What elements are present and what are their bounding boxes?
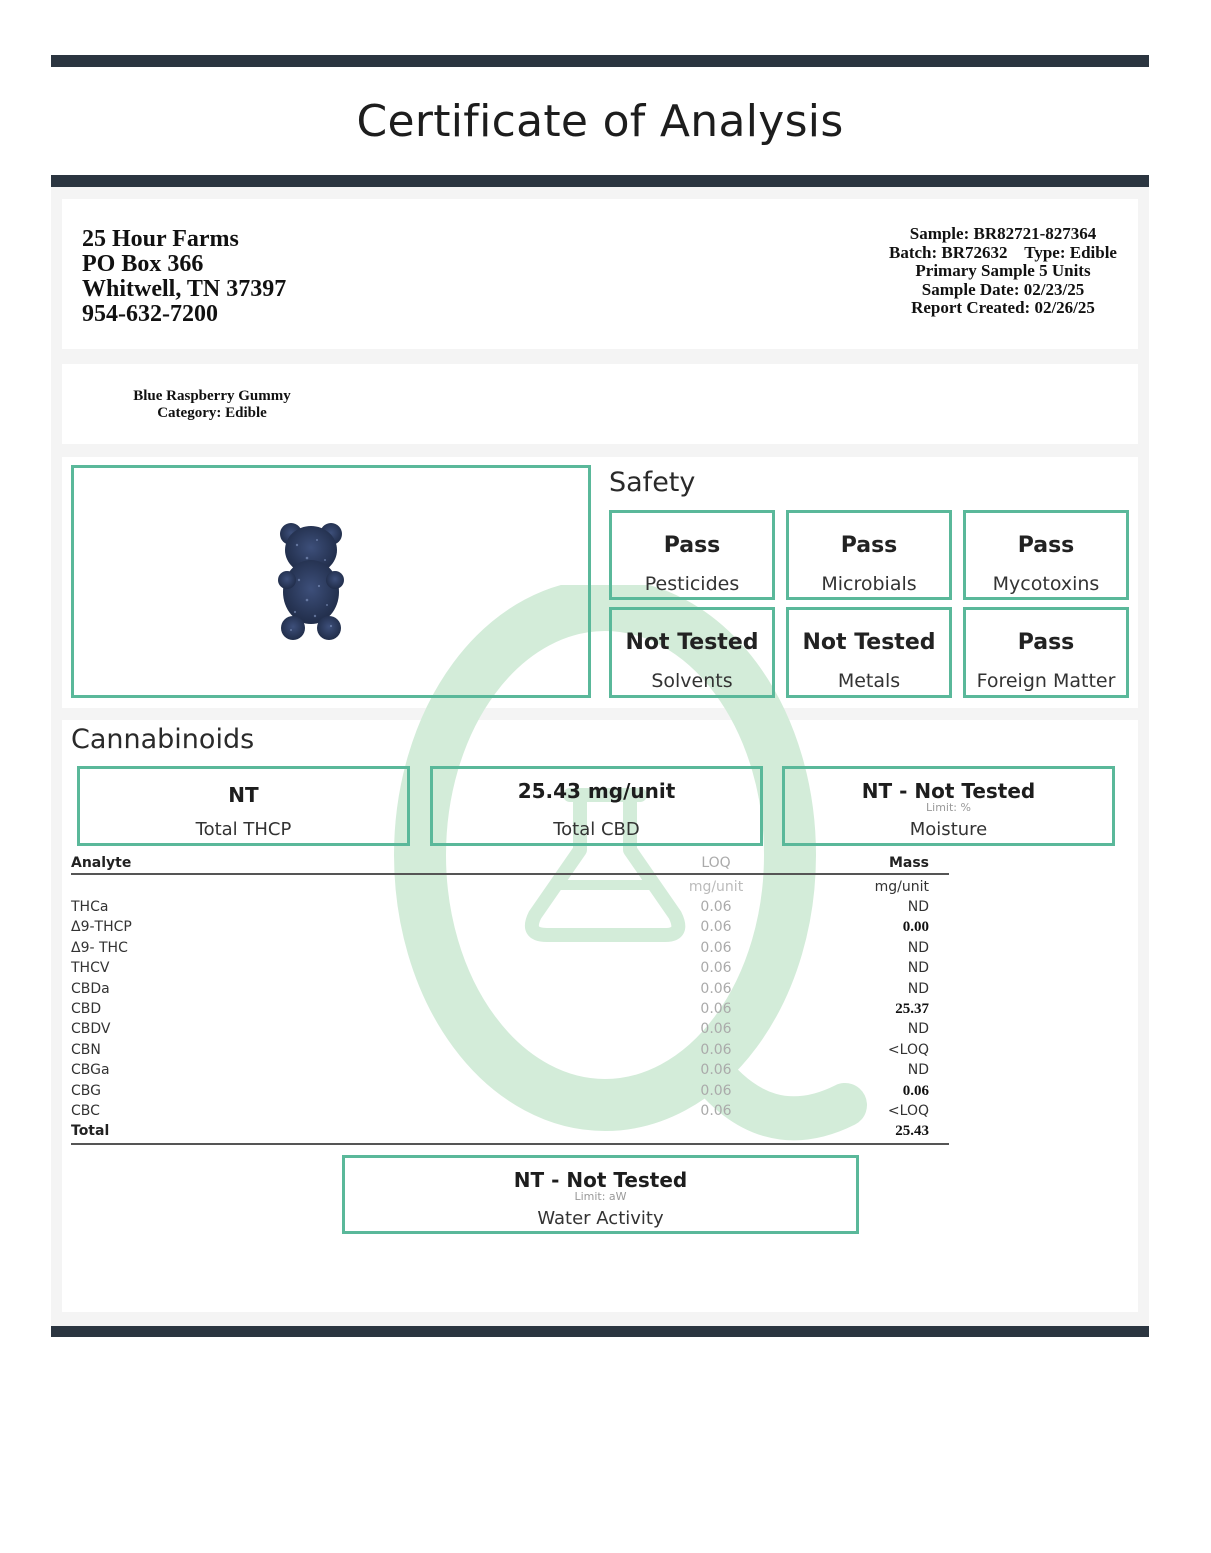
analyte-mass: ND [907, 939, 929, 956]
bottom-divider-bar [51, 1326, 1149, 1337]
table-row [71, 1021, 949, 1041]
safety-card-foreign-matter [963, 607, 1129, 698]
water-activity-label: Water Activity [537, 1208, 664, 1229]
product-name: Blue Raspberry Gummy [133, 388, 291, 404]
analyte-loq: 0.06 [700, 1082, 732, 1099]
sample-info [870, 225, 1136, 318]
analyte-loq: 0.06 [700, 1041, 732, 1058]
table-row [71, 981, 949, 1001]
safety-result: Pass [1017, 630, 1075, 655]
product-info [112, 388, 312, 422]
analyte-mass: ND [907, 1062, 929, 1079]
safety-card-pesticides [609, 510, 775, 600]
analyte-loq: 0.06 [700, 960, 732, 977]
safety-card-mycotoxins [963, 510, 1129, 600]
table-header [71, 855, 949, 875]
analyte-name: THCa [71, 899, 109, 915]
gummy-bear-image [277, 520, 345, 642]
safety-label: Solvents [651, 670, 733, 692]
analyte-name: THCV [71, 960, 110, 977]
analyte-loq: 0.06 [700, 1021, 732, 1038]
safety-result: Pass [840, 533, 898, 558]
safety-label: Pesticides [644, 573, 740, 595]
total-label: Total [71, 1123, 110, 1140]
client-address-line-2: Whitwell, TN 37397 [82, 276, 287, 302]
sample-date: Sample Date: 02/23/25 [921, 279, 1085, 299]
safety-label: Metals [837, 670, 901, 692]
analyte-mass: ND [907, 1021, 929, 1038]
total-mass: 25.43 [895, 1123, 929, 1140]
analyte-loq: 0.06 [700, 919, 732, 936]
safety-result: Pass [1017, 533, 1075, 558]
client-name: 25 Hour Farms [82, 226, 239, 252]
table-row [71, 1103, 949, 1123]
analyte-mass: 0.00 [902, 919, 929, 936]
summary-moisture [782, 766, 1115, 846]
analyte-loq: 0.06 [700, 1102, 732, 1119]
product-category: Category: Edible [157, 405, 267, 421]
analyte-loq: 0.06 [700, 1062, 732, 1079]
summary-label: Total CBD [553, 819, 640, 840]
analyte-name: CBG [71, 1082, 101, 1099]
analyte-name: Δ9-THCP [71, 919, 132, 936]
analyte-name: CBGa [71, 1062, 110, 1079]
safety-label: Mycotoxins [992, 573, 1100, 595]
unit-loq: mg/unit [688, 879, 744, 895]
cannabinoids-heading: Cannabinoids [71, 724, 255, 755]
safety-result: Pass [663, 533, 721, 558]
analyte-loq: 0.06 [700, 899, 732, 915]
summary-total-cbd [430, 766, 763, 846]
summary-limit: Limit: % [926, 801, 971, 814]
sample-id: Sample: BR82721-827364 [909, 224, 1097, 243]
table-row [71, 1001, 949, 1021]
table-row [71, 940, 949, 960]
report-created: Report Created: 02/26/25 [911, 298, 1095, 317]
header-loq: LOQ [701, 855, 731, 871]
summary-value: NT - Not Tested [861, 779, 1036, 803]
safety-heading: Safety [609, 467, 696, 498]
safety-label: Microbials [821, 573, 917, 595]
safety-label: Foreign Matter [976, 670, 1116, 692]
table-units-row [71, 879, 949, 899]
analyte-table [71, 855, 949, 1145]
primary-sample: Primary Sample 5 Units [915, 261, 1091, 280]
analyte-mass: ND [907, 899, 929, 915]
analyte-name: CBDa [71, 980, 110, 997]
table-row [71, 1042, 949, 1062]
table-row [71, 1083, 949, 1103]
header-analyte: Analyte [71, 855, 132, 871]
header-mass: Mass [888, 855, 929, 871]
analyte-loq: 0.06 [700, 939, 732, 956]
water-activity-card [342, 1155, 859, 1234]
top-divider-bar [51, 55, 1149, 67]
table-row [71, 960, 949, 980]
analyte-mass: <LOQ [887, 1102, 929, 1119]
table-row [71, 1062, 949, 1082]
analyte-mass: 25.37 [895, 1000, 929, 1017]
analyte-name: CBD [71, 1000, 102, 1017]
page-title: Certificate of Analysis [356, 96, 844, 147]
summary-label: Total THCP [195, 819, 292, 840]
table-total-row [71, 1123, 949, 1145]
analyte-name: CBC [71, 1102, 100, 1119]
batch-type: Batch: BR72632 Type: Edible [889, 242, 1117, 262]
safety-card-solvents [609, 607, 775, 698]
safety-result: Not Tested [802, 630, 936, 655]
analyte-name: CBDV [71, 1021, 111, 1038]
safety-result: Not Tested [625, 630, 759, 655]
analyte-mass: <LOQ [887, 1041, 929, 1058]
summary-value: NT [228, 783, 259, 807]
client-info [82, 227, 286, 327]
summary-label: Moisture [909, 819, 988, 840]
analyte-mass: 0.06 [902, 1082, 929, 1099]
water-activity-limit: Limit: aW [574, 1190, 627, 1203]
summary-total-thcp [77, 766, 410, 846]
analyte-name: Δ9- THC [71, 939, 128, 956]
safety-card-metals [786, 607, 952, 698]
summary-value: 25.43 mg/unit [517, 779, 676, 803]
client-address-line-1: PO Box 366 [82, 251, 204, 277]
unit-mass: mg/unit [874, 879, 929, 895]
analyte-loq: 0.06 [700, 1000, 732, 1017]
water-activity-value: NT - Not Tested [513, 1168, 688, 1192]
header-divider-bar [51, 175, 1149, 187]
table-row [71, 899, 949, 919]
client-phone: 954-632-7200 [82, 301, 218, 327]
analyte-mass: ND [907, 980, 929, 997]
table-row [71, 919, 949, 939]
analyte-mass: ND [907, 960, 929, 977]
analyte-loq: 0.06 [700, 980, 732, 997]
analyte-name: CBN [71, 1041, 101, 1058]
safety-card-microbials [786, 510, 952, 600]
